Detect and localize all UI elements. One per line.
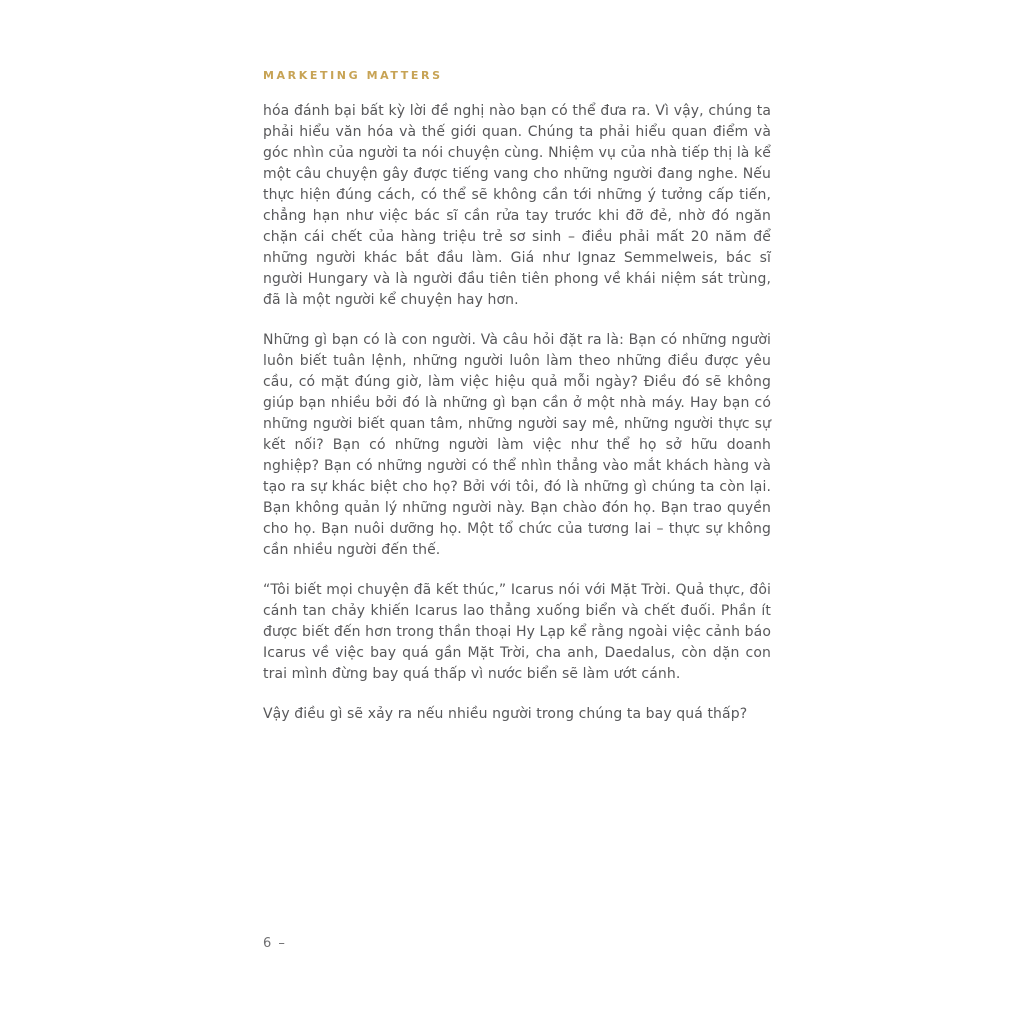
running-header: MARKETING MATTERS xyxy=(263,69,443,82)
paragraph-2: Những gì bạn có là con người. Và câu hỏi đặt ra là: Bạn có những người luôn biết tuân lệnh, những người luôn làm theo những điều được yêu cầu, có mặt đúng giờ, làm việc hiệu quả mỗi ngày? Điều đó sẽ không giúp bạn nhiều bởi đó là những gì bạn cần ở một nhà máy. Hay bạn có những người biết quan tâm, những người say mê, những người thực sự kết nối? Bạn có những người làm việc như thể họ sở hữu doanh nghiệp? Bạn có những người có thể nhìn thẳng vào mắt khách hàng và tạo ra sự khác biệt cho họ? Bởi với tôi, đó là những gì chúng ta còn lại. Bạn không quản lý những người này. Bạn chào đón họ. Bạn trao quyền cho họ. Bạn nuôi dưỡng họ. Một tổ chức của tương lai – thực sự không cần nhiều người đến thế. xyxy=(263,332,771,558)
paragraph-1: hóa đánh bại bất kỳ lời đề nghị nào bạn có thể đưa ra. Vì vậy, chúng ta phải hiểu văn hóa và thế giới quan. Chúng ta phải hiểu quan điểm và góc nhìn của người ta nói chuyện cùng. Nhiệm vụ của nhà tiếp thị là kể một câu chuyện gây được tiếng vang cho những người đang nghe. Nếu thực hiện đúng cách, có thể sẽ không cần tới những ý tưởng cấp tiến, chẳng hạn như việc bác sĩ cần rửa tay trước khi đỡ đẻ, nhờ đó ngăn chặn cái chết của hàng triệu trẻ sơ sinh – điều phải mất 20 năm để những người khác bắt đầu làm. Giá như Ignaz Semmelweis, bác sĩ người Hungary và là người đầu tiên tiên phong về khái niệm sát trùng, đã là một người kể chuyện hay hơn. xyxy=(263,103,771,308)
paragraph-4: Vậy điều gì sẽ xảy ra nếu nhiều người trong chúng ta bay quá thấp? xyxy=(263,706,748,722)
page-number: 6 – xyxy=(263,936,287,951)
paragraph-3: “Tôi biết mọi chuyện đã kết thúc,” Icarus nói với Mặt Trời. Quả thực, đôi cánh tan chảy khiến Icarus lao thẳng xuống biển và chết đuối. Phần ít được biết đến hơn trong thần thoại Hy Lạp kể rằng ngoài việc cảnh báo Icarus về việc bay quá gần Mặt Trời, cha anh, Daedalus, còn dặn con trai mình đừng bay quá thấp vì nước biển sẽ làm ướt cánh. xyxy=(263,582,771,682)
page-body xyxy=(263,101,771,744)
